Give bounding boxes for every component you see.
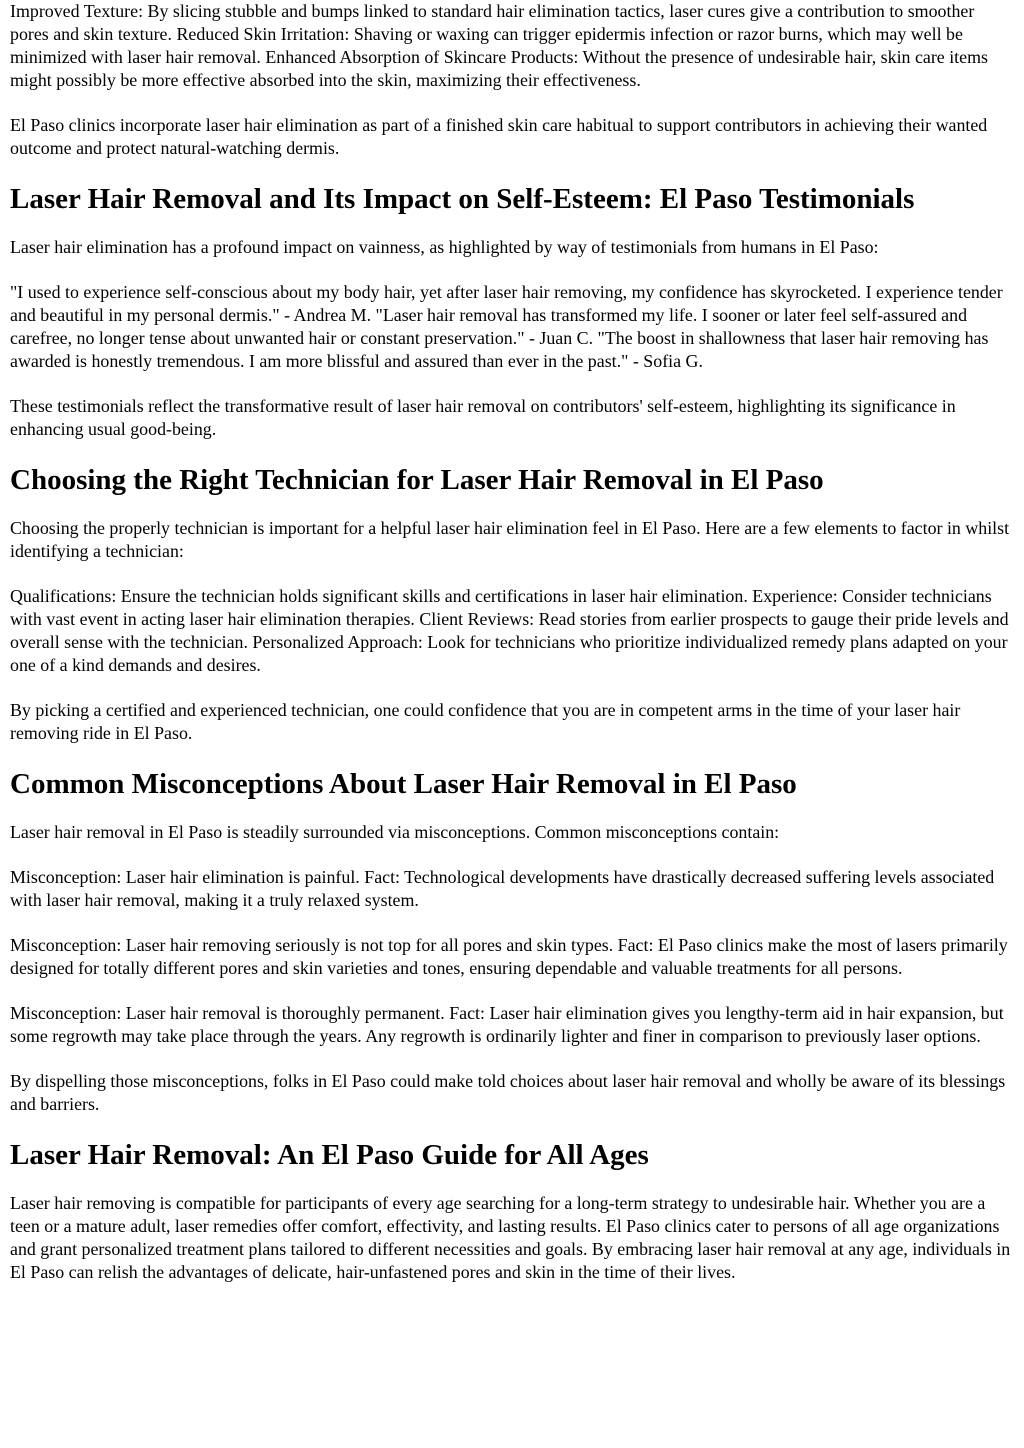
- paragraph: These testimonials reflect the transformative result of laser hair removal on contributors' self-esteem, highlighting its significance in enhancing usual good-being.: [10, 396, 956, 439]
- paragraph: Misconception: Laser hair elimination is painful. Fact: Technological developments have drastically decreased suffering levels associated with laser hair removal, making it a truly relaxed system.: [10, 867, 995, 910]
- paragraph: Misconception: Laser hair removing seriously is not top for all pores and skin types. Fact: El Paso clinics make the most of lasers primarily designed for totally different pores and skin varieties and tones, ensuring dependable and valuable treatments for all persons.: [10, 935, 1008, 978]
- section-heading: Choosing the Right Technician for Laser Hair Removal in El Paso: [10, 464, 824, 496]
- section-heading: Common Misconceptions About Laser Hair Removal in El Paso: [10, 768, 797, 800]
- paragraph: El Paso clinics incorporate laser hair elimination as part of a finished skin care habitual to support contributors in achieving their wanted outcome and protect natural-watching dermis.: [10, 115, 988, 158]
- paragraph: Laser hair removal in El Paso is steadily surrounded via misconceptions. Common misconceptions contain:: [10, 822, 780, 842]
- section-misconceptions: [10, 767, 1014, 1116]
- paragraph: Choosing the properly technician is important for a helpful laser hair elimination feel in El Paso. Here are a few elements to factor in whilst identifying a technician:: [10, 518, 1010, 561]
- paragraph: Misconception: Laser hair removal is thoroughly permanent. Fact: Laser hair elimination gives you lengthy-term aid in hair expansion, but some regrowth may take place through the years. Any regrowth is ordinarily lighter and finer in comparison to previously laser options.: [10, 1003, 1004, 1046]
- paragraph: By dispelling those misconceptions, folks in El Paso could make told choices about laser hair removal and wholly be aware of its blessings and barriers.: [10, 1071, 1006, 1114]
- paragraph: Laser hair elimination has a profound impact on vainness, as highlighted by way of testimonials from humans in El Paso:: [10, 237, 879, 257]
- paragraph: Laser hair removing is compatible for participants of every age searching for a long-term strategy to undesirable hair. Whether you are a teen or a mature adult, laser remedies offer comfort, effectivity, and lasting results. El Paso clinics cater to persons of all age organizations and grant personalized treatment plans tailored to different necessities and goals. By embracing laser hair removal at any age, individuals in El Paso can relish the advantages of delicate, hair-unfastened pores and skin in the time of their lives.: [10, 1193, 1011, 1282]
- paragraph: Qualifications: Ensure the technician holds significant skills and certifications in laser hair elimination. Experience: Consider technicians with vast event in acting laser hair elimination therapies. Client Reviews: Read stories from earlier prospects to gauge their pride levels and overall sense with the technician. Personalized Approach: Look for technicians who prioritize individualized remedy plans adapted on your one of a kind demands and desires.: [10, 586, 1009, 675]
- paragraph: By picking a certified and experienced technician, one could confidence that you are in competent arms in the time of your laser hair removing ride in El Paso.: [10, 700, 961, 743]
- section-skin-benefits: [10, 0, 1014, 160]
- section-all-ages: [10, 1138, 1014, 1284]
- testimonials-paragraph: "I used to experience self-conscious about my body hair, yet after laser hair removing, my confidence has skyrocketed. I experience tender and beautiful in my personal dermis." - Andrea M. "Laser hair removal has transformed my life. I sooner or later feel self-assured and carefree, no longer tense about unwanted hair or constant preservation." - Juan C. "The boost in shallowness that laser hair removing has awarded is honestly tremendous. I am more blissful and assured than ever in the past." - Sofia G.: [10, 282, 1003, 371]
- section-heading: Laser Hair Removal: An El Paso Guide for All Ages: [10, 1139, 649, 1171]
- section-heading: Laser Hair Removal and Its Impact on Self-Esteem: El Paso Testimonials: [10, 183, 915, 215]
- section-choosing-technician: [10, 463, 1014, 745]
- paragraph: Improved Texture: By slicing stubble and bumps linked to standard hair elimination tactics, laser cures give a contribution to smoother pores and skin texture. Reduced Skin Irritation: Shaving or waxing can trigger epidermis infection or razor burns, which may well be minimized with laser hair removal. Enhanced Absorption of Skincare Products: Without the presence of undesirable hair, skin care items might possibly be more effective absorbed into the skin, maximizing their effectiveness.: [10, 1, 988, 90]
- section-self-esteem: [10, 182, 1014, 441]
